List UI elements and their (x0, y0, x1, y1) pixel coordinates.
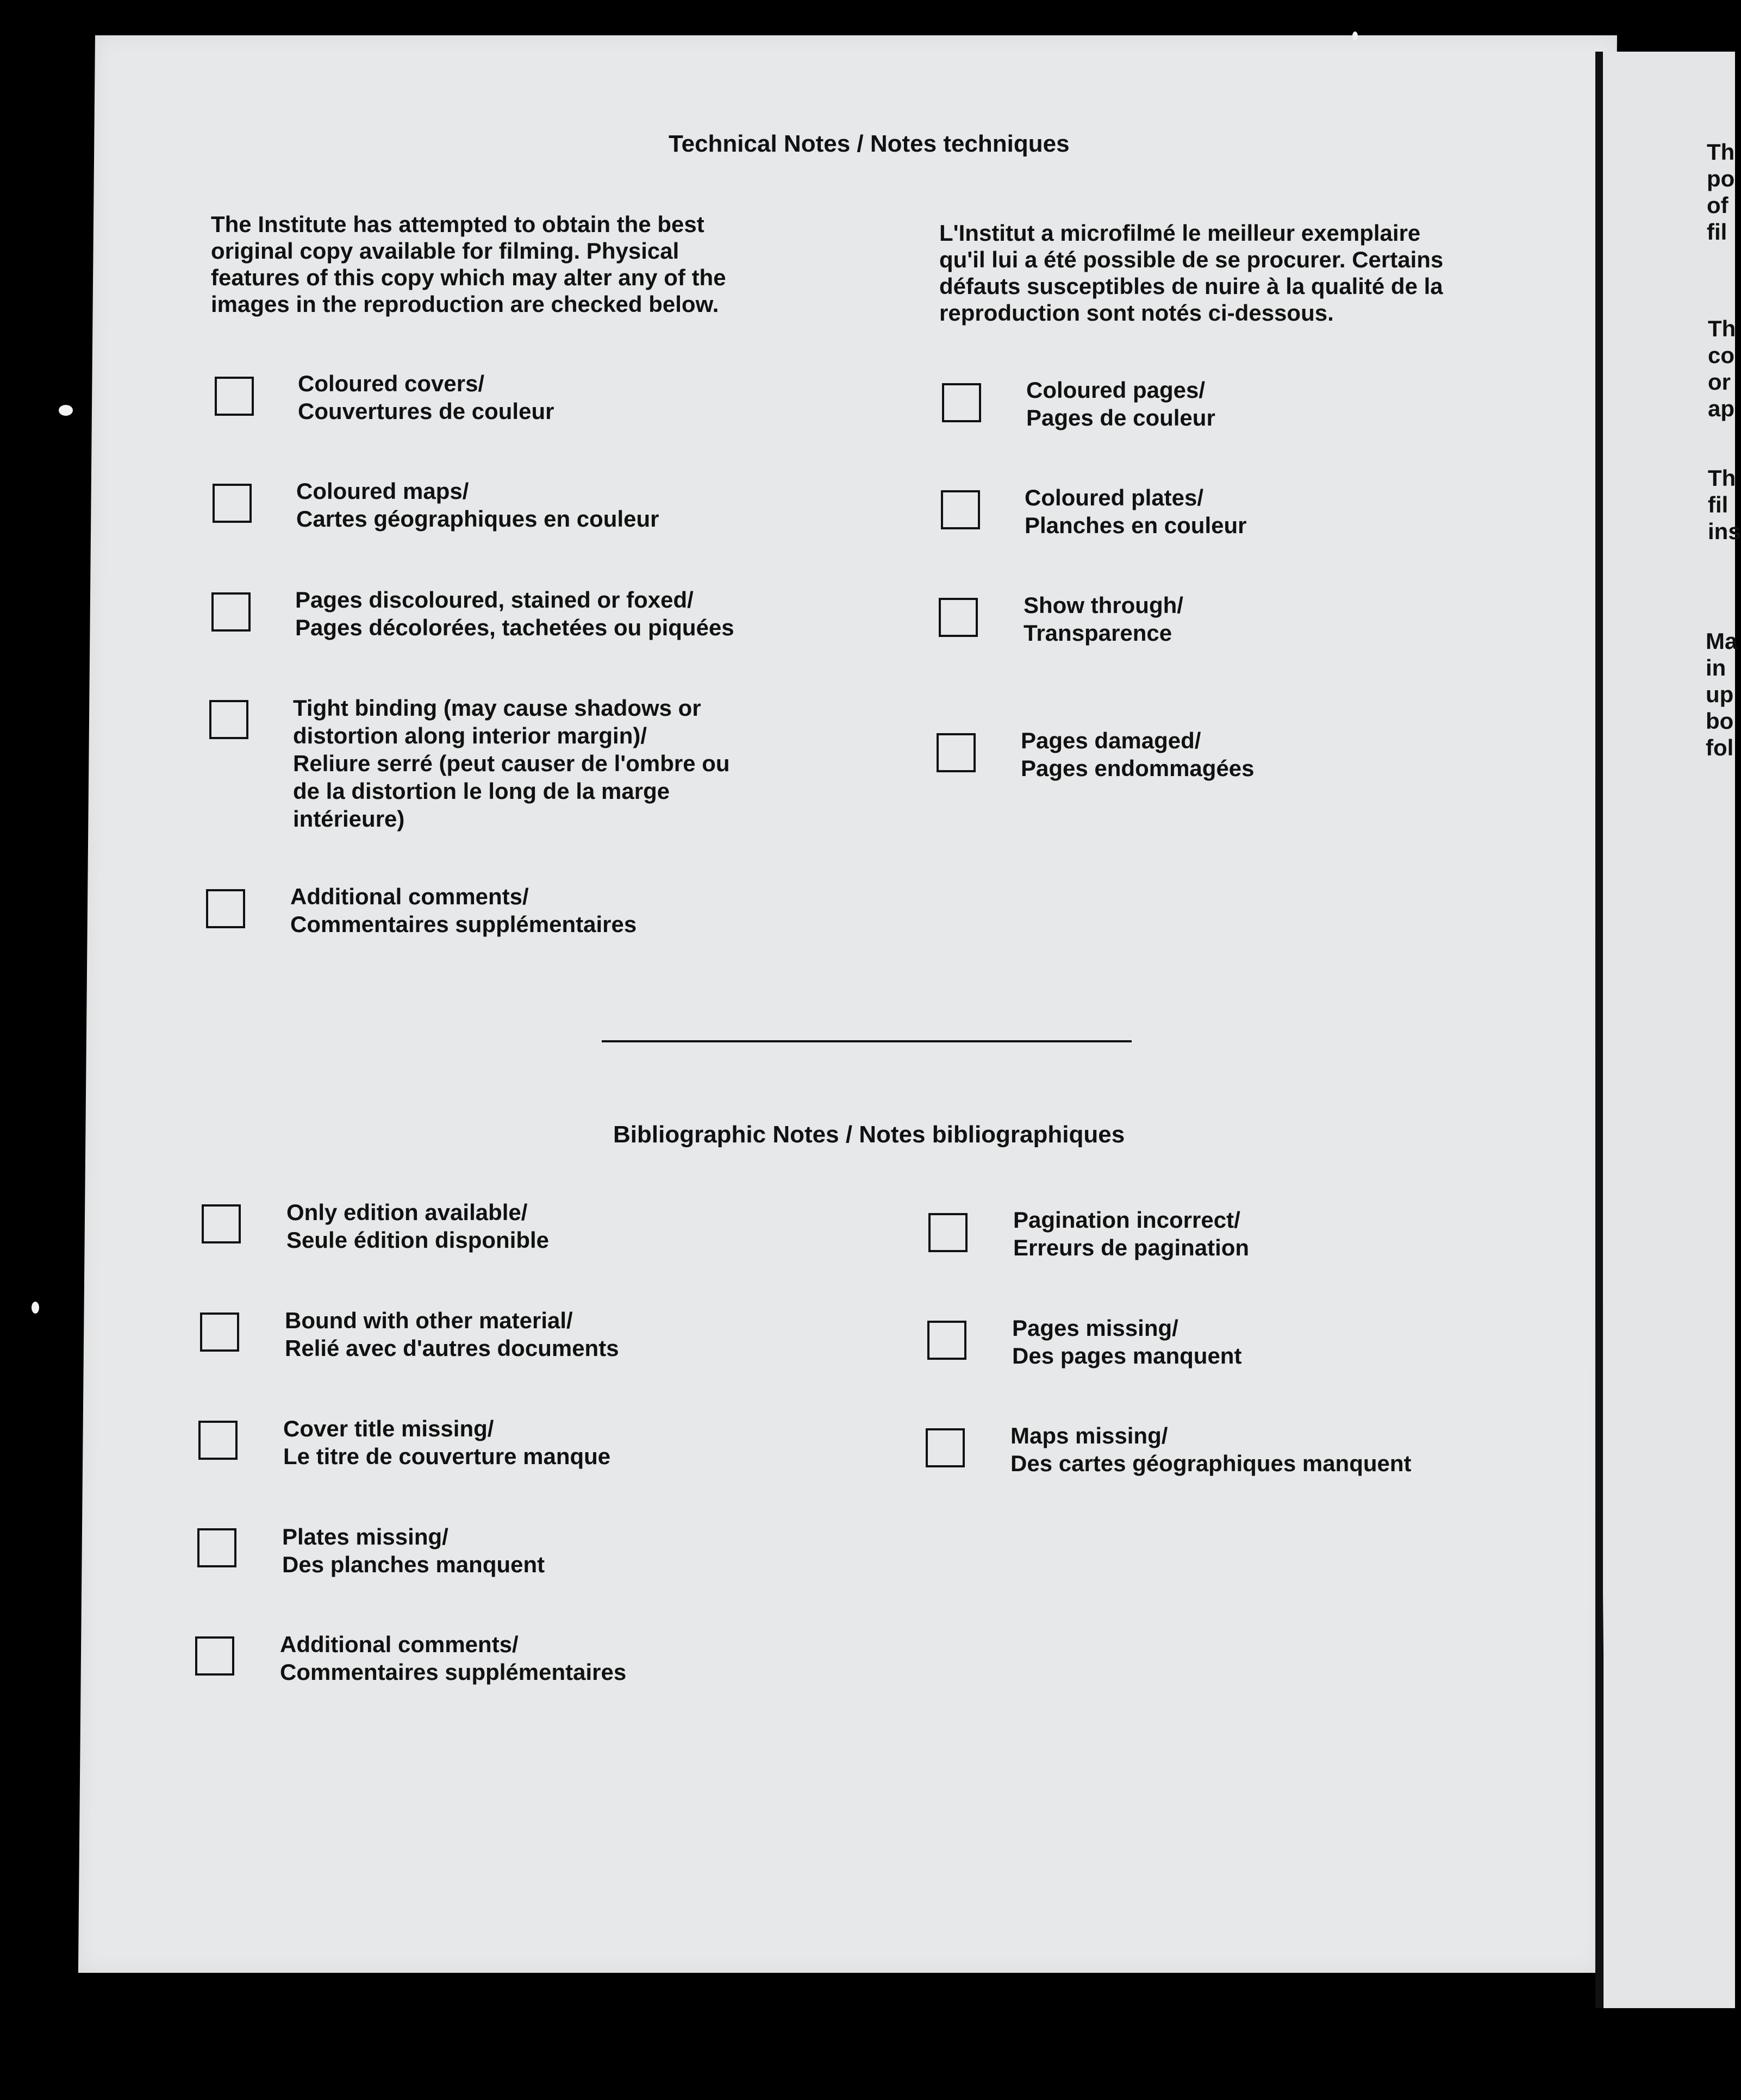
label-coloured-plates: Coloured plates/ Planches en couleur (1025, 485, 1247, 538)
label-pages-discoloured: Pages discoloured, stained or foxed/ Pages décolorées, tachetées ou piquées (295, 587, 734, 640)
bibliographic-notes-heading: Bibliographic Notes / Notes bibliographiques (613, 1121, 1125, 1148)
next-page-text-fragment: Th co or ap (1708, 316, 1736, 421)
checkbox-tight-binding[interactable] (209, 700, 248, 739)
label-bibliographic-additional-comments: Additional comments/ Commentaires supplémentaires (280, 1632, 627, 1685)
checkbox-technical-additional-comments[interactable] (206, 889, 245, 928)
label-cover-title-missing: Cover title missing/ Le titre de couverture manque (283, 1416, 611, 1469)
label-bound-with: Bound with other material/ Relié avec d'autres documents (285, 1308, 619, 1361)
checkbox-plates-missing[interactable] (197, 1528, 236, 1567)
label-pagination-incorrect: Pagination incorrect/ Erreurs de pagination (1013, 1207, 1250, 1260)
label-technical-additional-comments: Additional comments/ Commentaires supplémentaires (290, 884, 637, 937)
checkbox-bibliographic-additional-comments[interactable] (195, 1636, 234, 1676)
technical-intro-french: L'Institut a microfilmé le meilleur exemplaire qu'il lui a été possible de se procurer. Certains défauts susceptibles de nuire à la qualité de la reproduction sont notés ci-dessous. (939, 220, 1444, 326)
label-only-edition: Only edition available/ Seule édition disponible (286, 1199, 550, 1253)
label-show-through: Show through/ Transparence (1024, 592, 1183, 646)
next-page-text-fragment: Ma in up bo fol (1706, 628, 1738, 760)
film-speck (1352, 32, 1358, 40)
checkbox-bound-with[interactable] (200, 1312, 239, 1352)
label-coloured-pages: Coloured pages/ Pages de couleur (1026, 377, 1215, 430)
next-page-text-fragment: Th po of fil (1707, 139, 1735, 245)
label-coloured-covers: Coloured covers/ Couvertures de couleur (298, 371, 554, 424)
checkbox-coloured-plates[interactable] (941, 490, 980, 529)
checkbox-coloured-maps[interactable] (213, 484, 252, 523)
technical-intro-english: The Institute has attempted to obtain the best original copy available for filming. Physical features of this copy which may alter any of the images in the reproduction are checked below. (211, 211, 726, 317)
checkbox-cover-title-missing[interactable] (198, 1421, 238, 1460)
next-page-text-fragment: Th fil ins (1708, 465, 1741, 544)
checkbox-maps-missing[interactable] (926, 1428, 965, 1467)
checkbox-pages-missing[interactable] (927, 1321, 966, 1360)
label-maps-missing: Maps missing/ Des cartes géographiques manquent (1010, 1423, 1412, 1476)
film-speck (32, 1302, 39, 1314)
checkbox-show-through[interactable] (939, 598, 978, 637)
checkbox-pages-discoloured[interactable] (211, 592, 251, 632)
film-speck (59, 405, 73, 416)
checkbox-coloured-covers[interactable] (215, 377, 254, 416)
checkbox-only-edition[interactable] (202, 1204, 241, 1243)
technical-notes-heading: Technical Notes / Notes techniques (669, 130, 1070, 157)
checkbox-pages-damaged[interactable] (937, 733, 976, 772)
checkbox-pagination-incorrect[interactable] (928, 1213, 968, 1252)
label-pages-damaged: Pages damaged/ Pages endommagées (1021, 728, 1255, 781)
label-plates-missing: Plates missing/ Des planches manquent (282, 1524, 545, 1577)
label-pages-missing: Pages missing/ Des pages manquent (1012, 1315, 1242, 1368)
section-divider (602, 1040, 1132, 1042)
label-tight-binding: Tight binding (may cause shadows or distortion along interior margin)/ Reliure serré (peut causer de l'ombre ou de la distortion le long de la marge intérieure) (293, 695, 730, 832)
label-coloured-maps: Coloured maps/ Cartes géographiques en couleur (296, 478, 659, 532)
checkbox-coloured-pages[interactable] (942, 383, 981, 422)
